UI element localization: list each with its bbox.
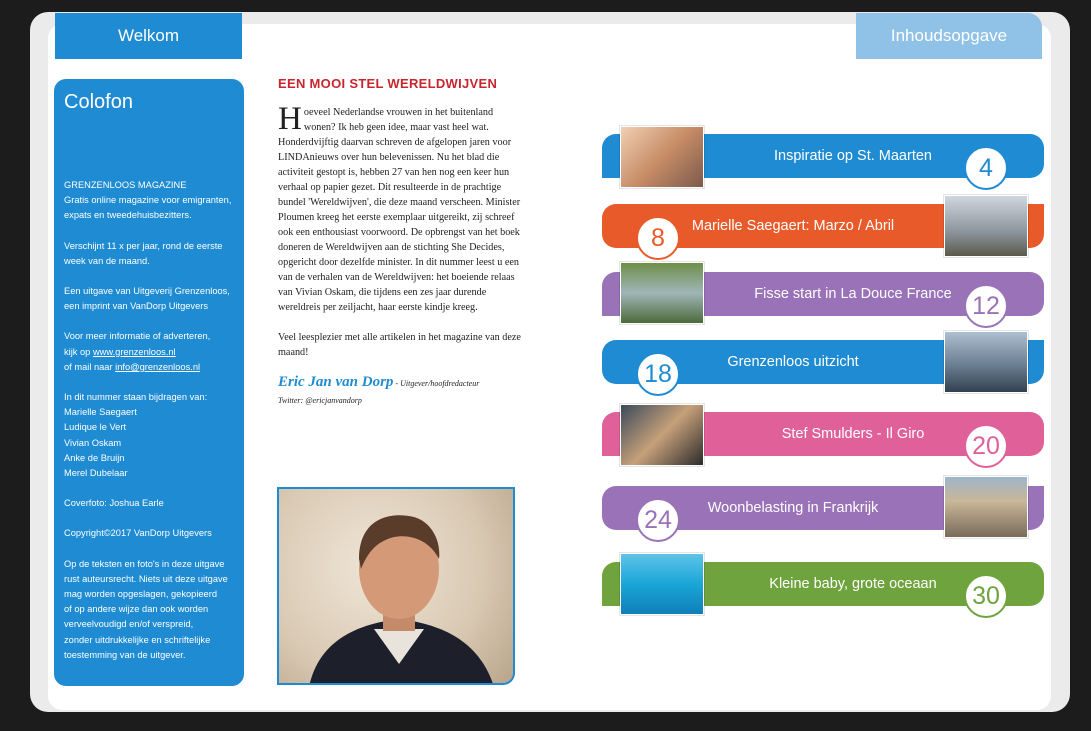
editor-portrait — [277, 487, 515, 685]
colofon-line: Merel Dubelaar — [64, 468, 128, 479]
colofon-title: Colofon — [64, 91, 133, 113]
signature-name: Eric Jan van Dorp — [278, 374, 394, 390]
colofon-line: een imprint van VanDorp Uitgevers — [64, 301, 208, 312]
drop-cap: H — [278, 101, 302, 137]
toc-title: Fisse start in La Douce France — [754, 286, 952, 302]
article-title: EEN MOOI STEL WERELDWIJVEN — [278, 76, 498, 91]
colofon-line: Verschijnt 11 x per jaar, rond de eerste — [64, 240, 223, 251]
colofon-line: Een uitgave van Uitgeverij Grenzenloos, — [64, 286, 230, 297]
colofon-link[interactable]: info@grenzenloos.nl — [115, 361, 201, 372]
colofon-line: Vivian Oskam — [64, 437, 122, 448]
toc-page-number: 24 — [636, 498, 680, 542]
colofon-link[interactable]: www.grenzenloos.nl — [92, 346, 176, 357]
colofon-line: Coverfoto: Joshua Earle — [64, 498, 164, 509]
colofon-line: GRENZENLOOS MAGAZINE — [64, 180, 187, 190]
portrait-illustration — [279, 489, 515, 685]
toc-page-number: 20 — [964, 424, 1008, 468]
colofon-paragraph — [64, 329, 234, 375]
tab-inhoudsopgave[interactable]: Inhoudsopgave — [856, 13, 1042, 59]
colofon-line: Gratis online magazine voor emigranten, — [64, 195, 232, 206]
colofon-line: Ludique le Vert — [64, 422, 127, 433]
toc-title: Stef Smulders - Il Giro — [781, 426, 925, 442]
colofon-line: week van de maand. — [64, 255, 150, 266]
colofon-line: kijk op www.grenzenloos.nl — [64, 346, 176, 357]
colofon-paragraph — [64, 526, 234, 541]
view-photo — [944, 331, 1028, 393]
colofon-paragraph — [64, 390, 234, 481]
toc-page-number: 30 — [964, 574, 1008, 618]
colofon-line: of mail naar info@grenzenloos.nl — [64, 361, 201, 372]
cross-photo — [944, 195, 1028, 257]
colofon-paragraph — [64, 557, 234, 663]
cycling-photo — [620, 404, 704, 466]
colofon-paragraph — [64, 178, 234, 224]
house-photo — [944, 476, 1028, 538]
colofon-sidebar — [54, 79, 244, 686]
colofon-line: In dit nummer staan bijdragen van: — [64, 392, 208, 403]
colofon-line: Marielle Saegaert — [64, 407, 137, 418]
colofon-line: Anke de Bruijn — [64, 452, 125, 463]
toc-title: Grenzenloos uitzicht — [727, 354, 859, 370]
colofon-line: toestemming van de uitgever. — [64, 649, 186, 660]
toc-page-number: 4 — [964, 146, 1008, 190]
colofon-body — [64, 178, 234, 663]
colofon-paragraph — [64, 239, 234, 269]
editorial-article — [278, 76, 522, 408]
toc-page-number: 8 — [636, 216, 680, 260]
colofon-line: of op andere wijze dan ook worden — [64, 604, 209, 615]
colofon-line: Voor meer informatie of adverteren, — [64, 331, 211, 342]
boat-photo — [620, 553, 704, 615]
selfie-photo — [620, 126, 704, 188]
colofon-line: Op de teksten en foto's in deze uitgave — [64, 558, 225, 569]
colofon-line: expats en tweedehuisbezitters. — [64, 210, 192, 221]
toc-page-number: 18 — [636, 352, 680, 396]
colofon-paragraph — [64, 284, 234, 314]
toc-title: Marielle Saegaert: Marzo / Abril — [691, 218, 895, 234]
signature-role: - Uitgever/hoofdredacteur — [393, 379, 480, 388]
article-paragraph-1: Hoeveel Nederlandse vrouwen in het buitenland wonen? Ik heb geen idee, maar vast heel wat. Honderdvijftig daarvan schreven de afgelopen jaren voor LINDAnieuws over hun belevenissen. Nu het blad die activiteit gestopt is, hebben 27 van hen nog een keer hun verhaal op papier gezet. Dit resulteerde in de prachtige bundel 'Wereldwijven', die deze maand verscheen. Minister Ploumen kreeg het eerste exemplaar uitgereikt, zij schreef ook een enthousiast voorwoord. De opbrengst van het boek doneren de Wereldwijven aan de stichting She Decides, opgericht door dezelfde minister. In dit nummer leest u een van de verhalen van de Wereldwijven: het boeiende relaas van Vivian Oskam, die tijdens een zes jaar durende wereldreis per zeiljacht, haar eerste kindje kreeg. — [278, 101, 521, 313]
car-photo — [620, 262, 704, 324]
colofon-line: zonder uitdrukkelijke en schriftelijke — [64, 634, 211, 645]
signature — [278, 375, 522, 408]
colofon-line: mag worden opgeslagen, gekopieerd — [64, 589, 217, 600]
colofon-line: rust auteursrecht. Niets uit deze uitgave — [64, 573, 228, 584]
colofon-line: verveelvoudigd en/of verspreid, — [64, 619, 194, 630]
toc-title: Woonbelasting in Frankrijk — [707, 500, 879, 516]
toc-title: Inspiratie op St. Maarten — [774, 148, 932, 164]
toc-page-number: 12 — [964, 284, 1008, 328]
colofon-line: Copyright©2017 VanDorp Uitgevers — [64, 528, 212, 539]
article-paragraph-2: Veel leesplezier met alle artikelen in het magazine van deze maand! — [278, 332, 521, 358]
twitter-handle: Twitter: @ericjanvandorp — [278, 396, 362, 405]
colofon-paragraph — [64, 496, 234, 511]
toc-title: Kleine baby, grote oceaan — [769, 576, 937, 592]
tab-welkom[interactable]: Welkom — [55, 13, 242, 59]
